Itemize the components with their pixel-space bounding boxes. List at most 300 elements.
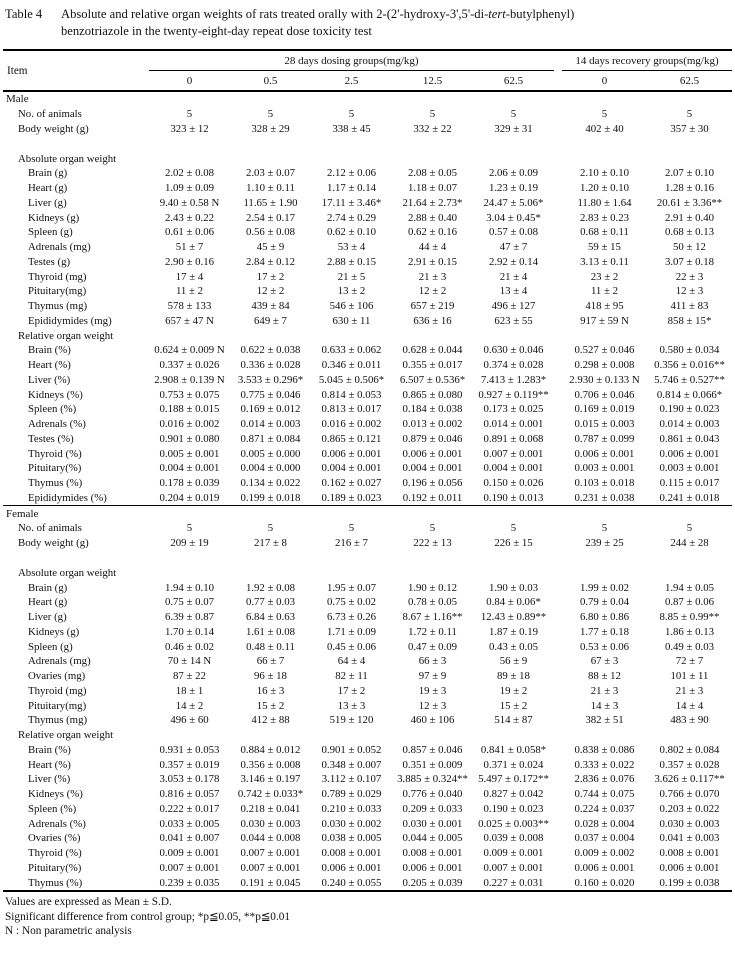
value-cell: 0.016 ± 0.002	[321, 418, 382, 431]
row-label: Kidneys (g)	[28, 625, 80, 638]
table-row	[3, 802, 732, 817]
row-label: Thyroid (%)	[28, 847, 82, 860]
dose-header-0.5: 0.5	[230, 71, 311, 92]
row-label: Ovaries (%)	[28, 832, 81, 845]
row-label: Brain (g)	[28, 581, 68, 594]
value-cell	[230, 328, 311, 343]
value-cell: 0.030 ± 0.003	[240, 817, 301, 830]
table-row	[3, 846, 732, 861]
column-gap	[554, 210, 562, 225]
row-label: Epididymides (%)	[28, 491, 107, 504]
column-gap	[554, 595, 562, 610]
value-cell: 1.28 ± 0.16	[664, 182, 715, 195]
value-cell: 5	[601, 522, 608, 535]
value-cell: 0.861 ± 0.043	[659, 432, 720, 445]
value-cell	[311, 328, 392, 343]
table-row	[3, 387, 732, 402]
value-cell: 0.348 ± 0.007	[321, 758, 382, 771]
column-gap	[554, 328, 562, 343]
value-cell: 0.014 ± 0.001	[483, 418, 544, 431]
table-row	[3, 698, 732, 713]
value-cell: 636 ± 16	[413, 314, 452, 327]
column-gap	[554, 358, 562, 373]
column-gap	[554, 373, 562, 388]
value-cell: 1.90 ± 0.03	[488, 581, 539, 594]
value-cell: 514 ± 87	[494, 714, 533, 727]
row-label: Adrenals (%)	[28, 418, 86, 431]
row-label: Pituitary(%)	[28, 861, 82, 874]
value-cell: 17.11 ± 3.46*	[321, 196, 382, 209]
table-row	[3, 373, 732, 388]
value-cell: 101 ± 11	[670, 670, 709, 683]
section-label: Male	[6, 93, 29, 106]
value-cell: 0.239 ± 0.035	[159, 876, 220, 889]
table-row	[3, 684, 732, 699]
value-cell: 1.09 ± 0.09	[164, 182, 215, 195]
value-cell: 20.61 ± 3.36**	[656, 196, 723, 209]
value-cell: 0.622 ± 0.038	[240, 344, 301, 357]
value-cell: 0.189 ± 0.023	[321, 491, 382, 504]
column-gap	[554, 122, 562, 137]
table-row	[3, 757, 732, 772]
value-cell: 226 ± 15	[494, 537, 533, 550]
row-label: Heart (g)	[28, 182, 68, 195]
value-cell: 0.865 ± 0.121	[321, 432, 382, 445]
table-row	[3, 417, 732, 432]
value-cell: 1.10 ± 0.11	[246, 182, 295, 195]
value-cell: 0.374 ± 0.028	[483, 359, 544, 372]
value-cell: 1.23 ± 0.19	[488, 182, 539, 195]
value-cell: 0.75 ± 0.02	[326, 596, 377, 609]
value-cell: 3.885 ± 0.324**	[397, 773, 468, 786]
value-cell: 0.009 ± 0.001	[159, 847, 220, 860]
value-cell	[149, 566, 230, 581]
value-cell: 0.004 ± 0.001	[321, 462, 382, 475]
value-cell: 3.13 ± 0.11	[580, 255, 629, 268]
value-cell: 50 ± 12	[673, 241, 706, 254]
value-cell: 0.77 ± 0.03	[245, 596, 296, 609]
value-cell: 0.633 ± 0.062	[321, 344, 382, 357]
column-gap	[554, 698, 562, 713]
value-cell: 56 ± 9	[499, 655, 528, 668]
value-cell: 72 ± 7	[675, 655, 704, 668]
row-label: Thymus (%)	[28, 477, 83, 490]
value-cell: 0.931 ± 0.053	[159, 743, 220, 756]
value-cell: 82 ± 11	[335, 670, 368, 683]
value-cell: 64 ± 4	[337, 655, 366, 668]
subsection-label: Absolute organ weight	[18, 152, 117, 165]
value-cell: 0.184 ± 0.038	[402, 403, 463, 416]
value-cell	[647, 328, 732, 343]
value-cell: 0.190 ± 0.013	[483, 491, 544, 504]
column-gap	[554, 669, 562, 684]
value-cell: 0.87 ± 0.06	[664, 596, 715, 609]
row-label: Thymus (%)	[28, 876, 83, 889]
dose-header-62.5: 62.5	[473, 71, 554, 92]
column-gap	[554, 491, 562, 506]
value-cell: 1.94 ± 0.05	[664, 581, 715, 594]
value-cell: 2.88 ± 0.40	[407, 211, 458, 224]
value-cell: 0.240 ± 0.055	[321, 876, 382, 889]
value-cell: 0.884 ± 0.012	[240, 743, 301, 756]
value-cell: 2.08 ± 0.05	[407, 167, 458, 180]
value-cell: 5	[510, 108, 517, 121]
value-cell: 0.160 ± 0.020	[574, 876, 635, 889]
table-row	[3, 787, 732, 802]
value-cell: 0.57 ± 0.08	[488, 226, 539, 239]
recovery-groups-header: 14 days recovery groups(mg/kg)	[562, 50, 732, 71]
dose-header-0: 0	[149, 71, 230, 92]
value-cell	[392, 151, 473, 166]
row-label: Pituitary(%)	[28, 462, 82, 475]
row-label: Spleen (g)	[28, 226, 73, 239]
table-number: Table 4	[5, 7, 43, 21]
row-label: Brain (%)	[28, 743, 71, 756]
value-cell: 6.80 ± 0.86	[579, 611, 630, 624]
value-cell: 2.07 ± 0.10	[664, 167, 715, 180]
recovery-dose-header-0: 0	[562, 71, 647, 92]
value-cell: 0.744 ± 0.075	[574, 788, 635, 801]
value-cell: 0.003 ± 0.001	[574, 462, 635, 475]
subsection-label: Relative organ weight	[18, 329, 114, 342]
column-gap	[554, 566, 562, 581]
value-cell: 0.356 ± 0.016**	[654, 359, 725, 372]
value-cell: 12 ± 2	[418, 285, 447, 298]
value-cell: 0.56 ± 0.08	[245, 226, 296, 239]
caption-line1-pre: Absolute and relative organ weights of rats treated orally with 2-(2'-hydroxy-3',5'-di-	[61, 7, 489, 21]
value-cell: 2.83 ± 0.23	[579, 211, 630, 224]
value-cell: 0.527 ± 0.046	[574, 344, 635, 357]
value-cell: 0.007 ± 0.001	[483, 861, 544, 874]
value-cell: 1.86 ± 0.13	[664, 625, 715, 638]
value-cell: 0.044 ± 0.008	[240, 832, 301, 845]
table-row	[3, 861, 732, 876]
table-row	[3, 122, 732, 137]
section-label: Female	[3, 506, 732, 521]
value-cell: 0.006 ± 0.001	[574, 447, 635, 460]
row-label: Ovaries (mg)	[28, 670, 86, 683]
column-gap	[554, 743, 562, 758]
column-gap	[554, 255, 562, 270]
value-cell: 17 ± 2	[337, 684, 366, 697]
value-cell: 8.67 ± 1.16**	[402, 611, 463, 624]
value-cell: 0.006 ± 0.001	[402, 861, 463, 874]
value-cell: 332 ± 22	[413, 122, 452, 135]
value-cell: 5	[186, 522, 193, 535]
row-label: Thyroid (%)	[28, 447, 82, 460]
column-gap	[554, 713, 562, 728]
table-row	[3, 225, 732, 240]
value-cell: 0.224 ± 0.037	[574, 802, 635, 815]
value-cell: 5	[186, 108, 193, 121]
table-row	[3, 669, 732, 684]
value-cell: 45 ± 9	[256, 241, 285, 254]
dose-header-12.5: 12.5	[392, 71, 473, 92]
table-row	[3, 743, 732, 758]
value-cell: 0.003 ± 0.001	[659, 462, 720, 475]
value-cell: 0.814 ± 0.053	[321, 388, 382, 401]
column-gap	[554, 417, 562, 432]
column-gap	[554, 521, 562, 536]
value-cell: 21 ± 3	[675, 684, 704, 697]
value-cell: 5.497 ± 0.172**	[478, 773, 549, 786]
value-cell: 15 ± 2	[256, 699, 285, 712]
spacer-row	[3, 136, 732, 151]
value-cell: 5	[267, 522, 274, 535]
value-cell: 0.008 ± 0.001	[402, 847, 463, 860]
subsection-row	[3, 151, 732, 166]
column-gap	[554, 402, 562, 417]
value-cell: 2.930 ± 0.133 N	[569, 373, 640, 386]
value-cell: 0.150 ± 0.026	[483, 477, 544, 490]
value-cell: 0.004 ± 0.001	[402, 462, 463, 475]
value-cell: 0.028 ± 0.004	[574, 817, 635, 830]
table-row	[3, 521, 732, 536]
value-cell	[647, 151, 732, 166]
value-cell: 13 ± 4	[499, 285, 528, 298]
value-cell: 2.91 ± 0.15	[407, 255, 458, 268]
value-cell: 0.333 ± 0.022	[574, 758, 635, 771]
table-row	[3, 284, 732, 299]
row-label: No. of animals	[18, 522, 82, 535]
value-cell: 418 ± 95	[585, 300, 624, 313]
value-cell: 1.95 ± 0.07	[326, 581, 377, 594]
value-cell: 70 ± 14 N	[167, 655, 212, 668]
value-cell: 0.351 ± 0.009	[402, 758, 463, 771]
value-cell: 0.014 ± 0.003	[659, 418, 720, 431]
column-gap	[554, 166, 562, 181]
value-cell: 0.004 ± 0.001	[159, 462, 220, 475]
value-cell: 1.20 ± 0.10	[579, 182, 630, 195]
row-label: Adrenals (%)	[28, 817, 86, 830]
value-cell: 17 ± 2	[256, 270, 285, 283]
value-cell: 8.85 ± 0.99**	[659, 611, 720, 624]
value-cell	[230, 566, 311, 581]
value-cell: 0.802 ± 0.084	[659, 743, 720, 756]
value-cell: 0.48 ± 0.11	[246, 640, 295, 653]
value-cell: 0.337 ± 0.026	[159, 359, 220, 372]
subsection-row	[3, 328, 732, 343]
column-gap	[554, 728, 562, 743]
value-cell: 13 ± 2	[337, 285, 366, 298]
value-cell: 649 ± 7	[254, 314, 287, 327]
value-cell: 0.007 ± 0.001	[240, 861, 301, 874]
value-cell: 623 ± 55	[494, 314, 533, 327]
value-cell: 0.190 ± 0.023	[659, 403, 720, 416]
value-cell: 0.49 ± 0.03	[664, 640, 715, 653]
value-cell: 244 ± 28	[670, 537, 709, 550]
value-cell: 0.204 ± 0.019	[159, 491, 220, 504]
value-cell: 0.75 ± 0.07	[164, 596, 215, 609]
value-cell: 21 ± 3	[590, 684, 619, 697]
value-cell: 87 ± 22	[173, 670, 206, 683]
spacer-row	[3, 551, 732, 566]
value-cell: 12 ± 3	[675, 285, 704, 298]
value-cell: 16 ± 3	[256, 684, 285, 697]
value-cell: 21.64 ± 2.73*	[402, 196, 463, 209]
column-gap	[554, 610, 562, 625]
value-cell: 3.533 ± 0.296*	[237, 373, 304, 386]
row-label: Thymus (mg)	[28, 300, 88, 313]
value-cell: 0.871 ± 0.084	[240, 432, 301, 445]
column-gap	[554, 343, 562, 358]
column-gap	[554, 314, 562, 329]
organ-weight-table	[3, 49, 732, 892]
value-cell: 3.146 ± 0.197	[240, 773, 301, 786]
value-cell: 11 ± 2	[175, 285, 204, 298]
table-row	[3, 343, 732, 358]
value-cell: 96 ± 18	[254, 670, 287, 683]
value-cell: 0.199 ± 0.018	[240, 491, 301, 504]
value-cell: 0.43 ± 0.05	[488, 640, 539, 653]
row-label: Brain (g)	[28, 167, 68, 180]
value-cell: 0.041 ± 0.003	[659, 832, 720, 845]
column-gap	[554, 476, 562, 491]
column-gap	[554, 181, 562, 196]
value-cell: 0.115 ± 0.017	[659, 477, 720, 490]
value-cell: 0.355 ± 0.017	[402, 359, 463, 372]
row-label: Body weight (g)	[18, 122, 89, 135]
value-cell	[647, 566, 732, 581]
value-cell: 0.62 ± 0.10	[326, 226, 377, 239]
value-cell: 0.007 ± 0.001	[483, 447, 544, 460]
value-cell: 0.336 ± 0.028	[240, 359, 301, 372]
value-cell: 0.162 ± 0.027	[321, 477, 382, 490]
column-gap	[554, 284, 562, 299]
table-row	[3, 875, 732, 891]
value-cell: 0.45 ± 0.06	[326, 640, 377, 653]
row-label: Spleen (%)	[28, 802, 77, 815]
value-cell: 0.044 ± 0.005	[402, 832, 463, 845]
value-cell: 412 ± 88	[251, 714, 290, 727]
value-cell: 0.009 ± 0.002	[574, 847, 635, 860]
value-cell: 6.84 ± 0.63	[245, 611, 296, 624]
value-cell: 3.04 ± 0.45*	[486, 211, 541, 224]
value-cell	[230, 728, 311, 743]
value-cell: 15 ± 2	[499, 699, 528, 712]
value-cell: 2.06 ± 0.09	[488, 167, 539, 180]
value-cell: 0.62 ± 0.16	[407, 226, 458, 239]
column-gap	[554, 225, 562, 240]
column-gap	[554, 861, 562, 876]
value-cell: 44 ± 4	[418, 241, 447, 254]
value-cell: 0.356 ± 0.008	[240, 758, 301, 771]
value-cell: 0.298 ± 0.008	[574, 359, 635, 372]
value-cell: 0.624 ± 0.009 N	[154, 344, 225, 357]
value-cell: 329 ± 31	[494, 122, 533, 135]
subsection-row	[3, 566, 732, 581]
column-gap	[554, 875, 562, 891]
value-cell: 5	[267, 108, 274, 121]
column-gap	[554, 461, 562, 476]
value-cell: 0.227 ± 0.031	[483, 876, 544, 889]
value-cell: 3.053 ± 0.178	[159, 773, 220, 786]
value-cell: 11.65 ± 1.90	[243, 196, 298, 209]
column-gap	[554, 625, 562, 640]
recovery-dose-header-62.5: 62.5	[647, 71, 732, 92]
value-cell	[311, 728, 392, 743]
subsection-label: Relative organ weight	[18, 729, 114, 742]
value-cell: 0.008 ± 0.001	[659, 847, 720, 860]
value-cell: 0.357 ± 0.019	[159, 758, 220, 771]
value-cell: 14 ± 3	[590, 699, 619, 712]
value-cell: 0.205 ± 0.039	[402, 876, 463, 889]
column-gap	[554, 846, 562, 861]
row-label: Thyroid (mg)	[28, 684, 87, 697]
value-cell: 2.12 ± 0.06	[326, 167, 377, 180]
table-row	[3, 713, 732, 728]
value-cell: 0.178 ± 0.039	[159, 477, 220, 490]
value-cell: 0.813 ± 0.017	[321, 403, 382, 416]
value-cell: 0.210 ± 0.033	[321, 802, 382, 815]
value-cell: 0.84 ± 0.06*	[486, 596, 541, 609]
row-label: Spleen (g)	[28, 640, 73, 653]
value-cell: 59 ± 15	[588, 241, 621, 254]
spacer-cell	[3, 136, 732, 151]
table-row	[3, 536, 732, 551]
value-cell: 11.80 ± 1.64	[577, 196, 632, 209]
row-label: Testes (%)	[28, 432, 74, 445]
value-cell: 0.787 ± 0.099	[574, 432, 635, 445]
table-row	[3, 476, 732, 491]
row-label: Thyroid (mg)	[28, 270, 87, 283]
column-gap	[554, 387, 562, 402]
caption-tert-italic: tert	[488, 7, 506, 21]
value-cell: 0.169 ± 0.012	[240, 403, 301, 416]
value-cell: 323 ± 12	[170, 122, 209, 135]
table-row	[3, 299, 732, 314]
footnote-mean-sd: Values are expressed as Mean ± S.D.	[5, 896, 172, 908]
row-label: Liver (g)	[28, 611, 67, 624]
value-cell	[392, 328, 473, 343]
value-cell: 357 ± 30	[670, 122, 709, 135]
value-cell: 17 ± 4	[175, 270, 204, 283]
value-cell: 2.43 ± 0.22	[164, 211, 215, 224]
value-cell: 1.90 ± 0.12	[407, 581, 458, 594]
spacer-cell	[3, 551, 732, 566]
value-cell: 483 ± 90	[670, 714, 709, 727]
value-cell: 0.68 ± 0.13	[664, 226, 715, 239]
value-cell: 0.61 ± 0.06	[164, 226, 215, 239]
value-cell: 0.46 ± 0.02	[164, 640, 215, 653]
table-row	[3, 196, 732, 211]
value-cell: 0.241 ± 0.018	[659, 491, 720, 504]
value-cell: 0.789 ± 0.029	[321, 788, 382, 801]
value-cell: 0.706 ± 0.046	[574, 388, 635, 401]
value-cell: 0.025 ± 0.003**	[478, 817, 549, 830]
value-cell: 657 ± 47 N	[165, 314, 214, 327]
value-cell: 1.72 ± 0.11	[408, 625, 457, 638]
value-cell: 0.192 ± 0.011	[402, 491, 463, 504]
value-cell: 2.10 ± 0.10	[579, 167, 630, 180]
table-row	[3, 314, 732, 329]
value-cell: 0.006 ± 0.001	[321, 861, 382, 874]
row-label: Spleen (%)	[28, 403, 77, 416]
value-cell: 0.53 ± 0.06	[579, 640, 630, 653]
value-cell: 0.630 ± 0.046	[483, 344, 544, 357]
value-cell: 22 ± 3	[675, 270, 704, 283]
value-cell: 217 ± 8	[254, 537, 287, 550]
table-row	[3, 107, 732, 122]
value-cell: 0.628 ± 0.044	[402, 344, 463, 357]
value-cell: 222 ± 13	[413, 537, 452, 550]
row-label: Testes (g)	[28, 255, 71, 268]
value-cell: 5	[686, 108, 693, 121]
value-cell: 21 ± 5	[337, 270, 366, 283]
value-cell: 0.222 ± 0.017	[159, 802, 220, 815]
value-cell: 2.92 ± 0.14	[488, 255, 539, 268]
column-gap	[554, 580, 562, 595]
